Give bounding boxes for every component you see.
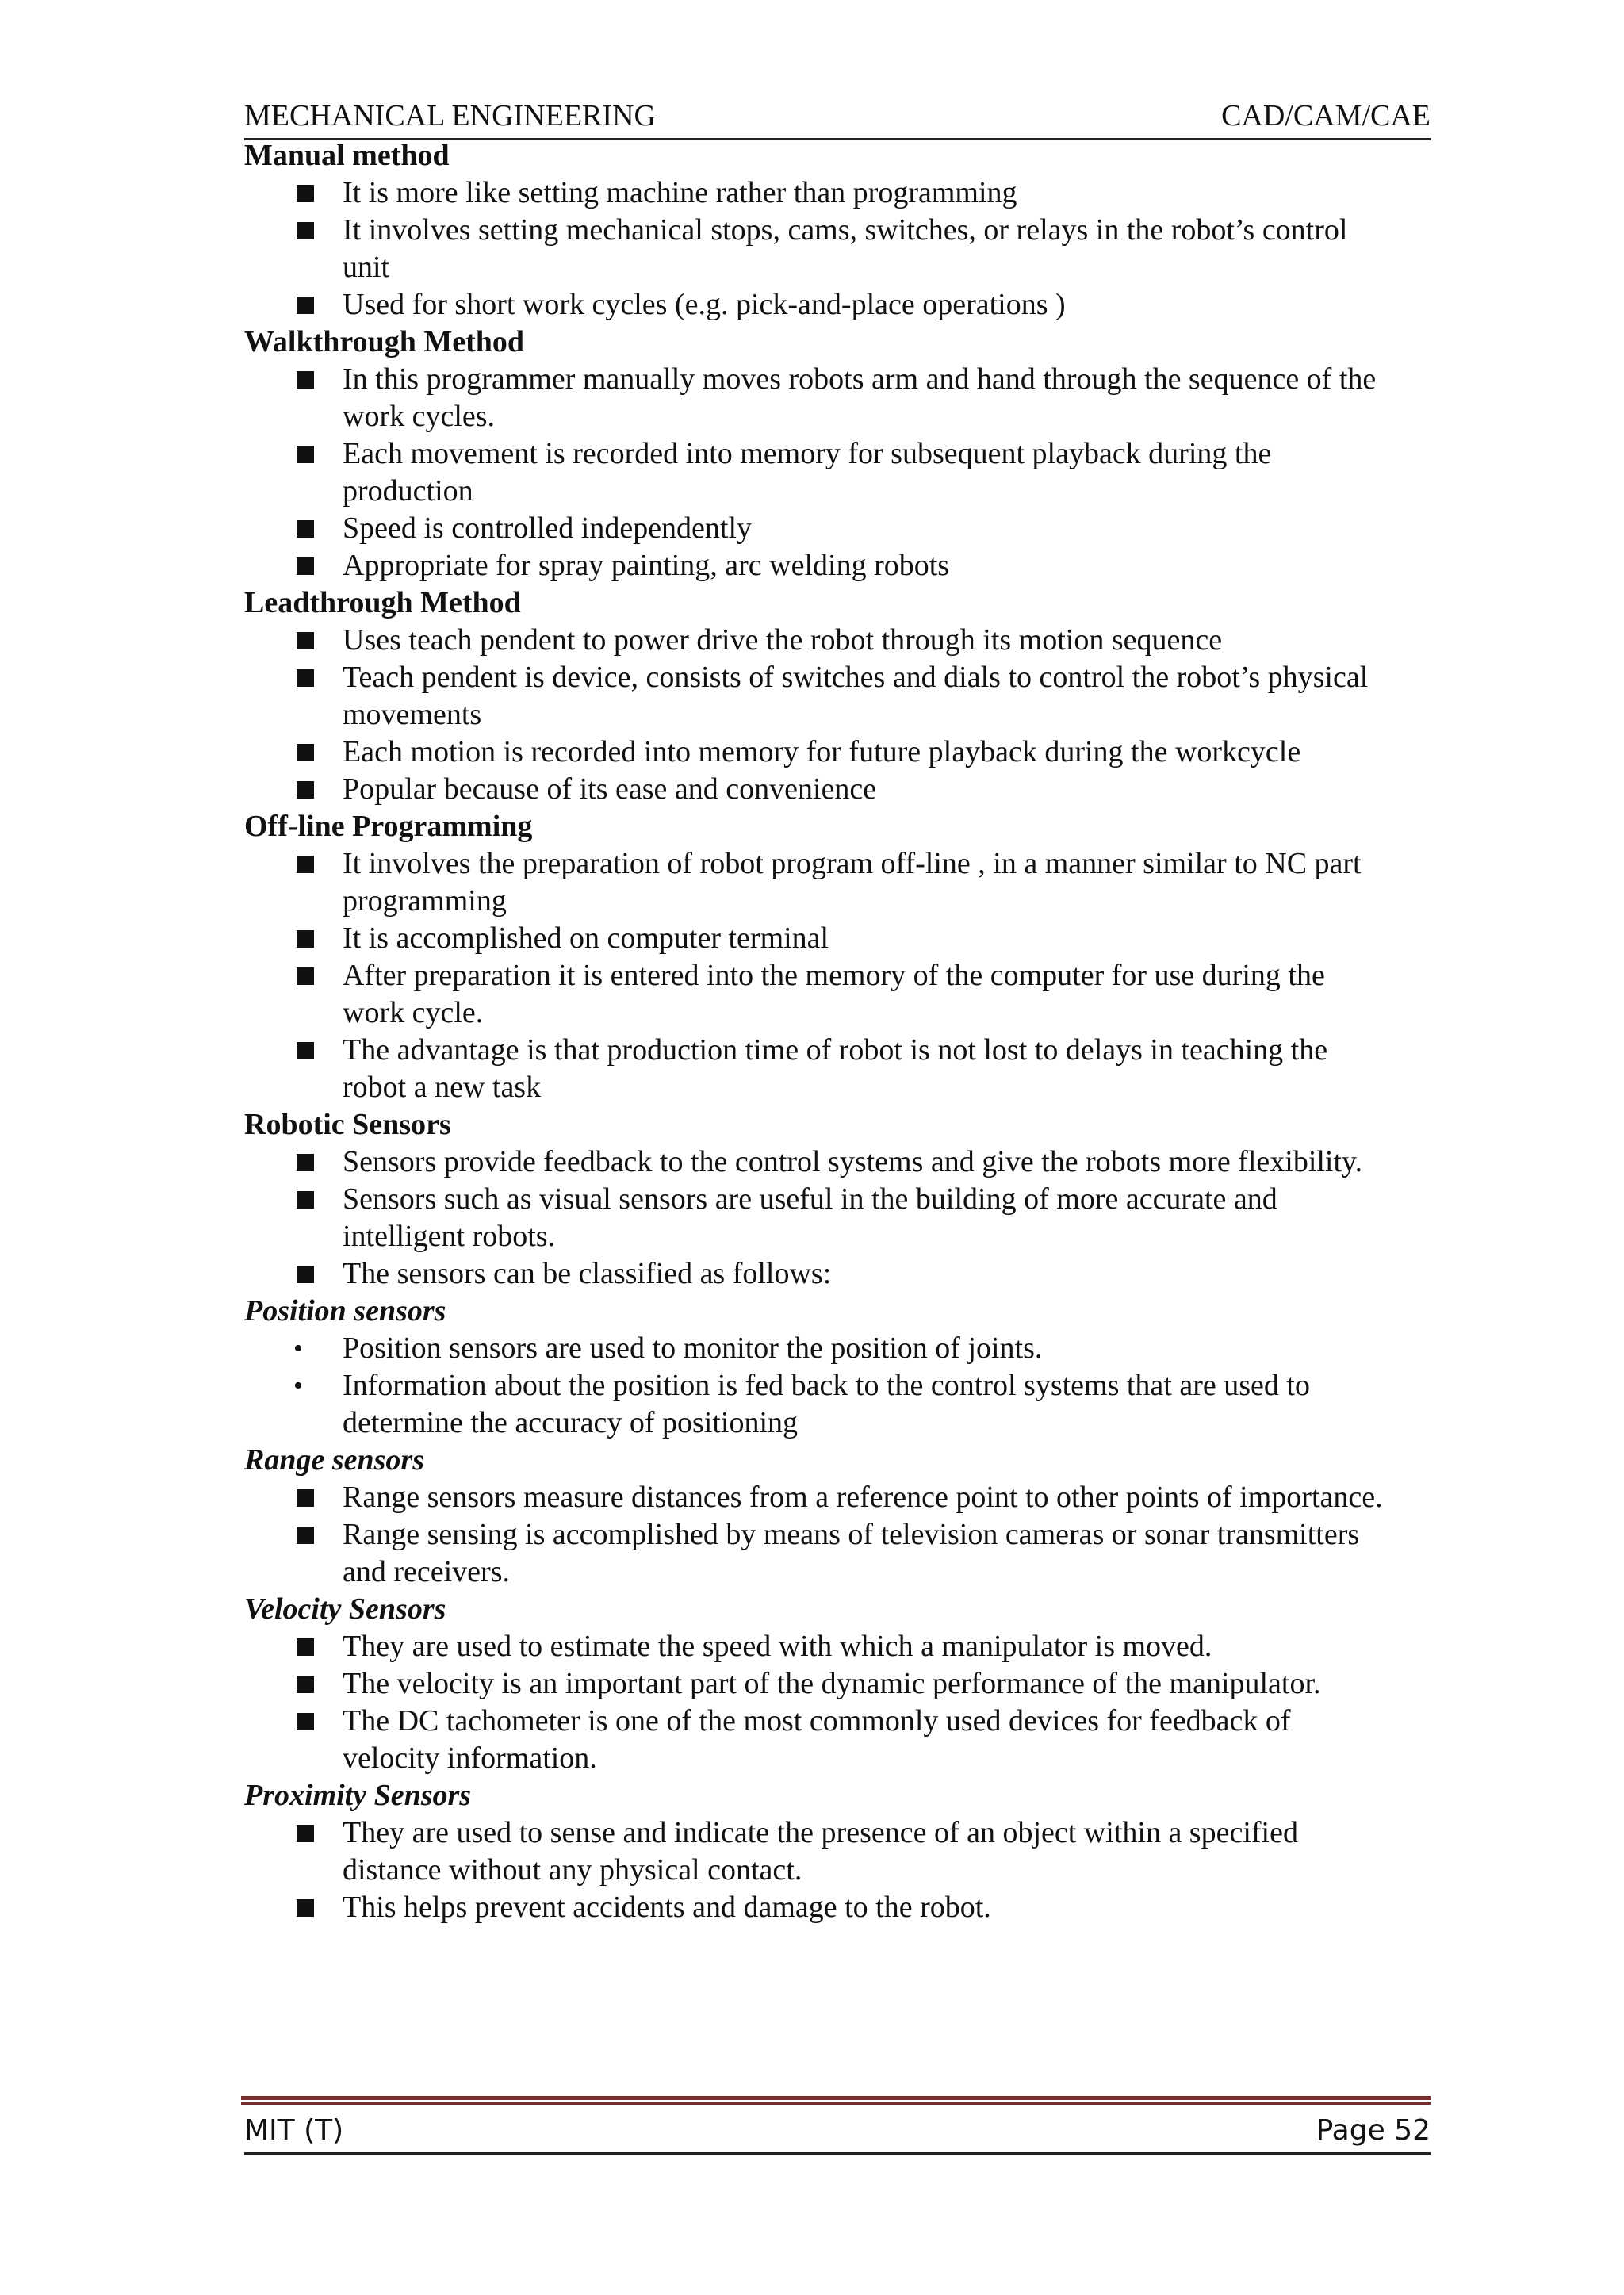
list-item: [244, 771, 1383, 808]
square-bullet-icon: [297, 1266, 314, 1283]
square-bullet-icon: [297, 1713, 314, 1730]
square-bullet-icon: [297, 1899, 314, 1917]
list-item: [244, 1516, 1383, 1591]
list-item: [244, 1330, 1383, 1367]
section-heading: Leadthrough Method: [244, 586, 521, 619]
footer-divider: [241, 2096, 1431, 2100]
square-bullet-icon: [297, 1191, 314, 1209]
list-item: [244, 622, 1383, 659]
square-bullet-icon: [297, 632, 314, 649]
list-item-text: The velocity is an important part of the dynamic performance of the manipulator.: [343, 1667, 1321, 1700]
square-bullet-icon: [297, 371, 314, 389]
list-item-text: Each movement is recorded into memory for subsequent playback during the production: [343, 437, 1272, 508]
list-item: [244, 1889, 1383, 1926]
list-item-text: It is more like setting machine rather than programming: [343, 176, 1017, 209]
section-heading: Proximity Sensors: [244, 1779, 472, 1812]
list-item-text: After preparation it is entered into the memory of the computer for use during the work cycle.: [343, 959, 1325, 1029]
list-item: [244, 1814, 1383, 1889]
list-item: [244, 547, 1383, 584]
list-item-text: The DC tachometer is one of the most commonly used devices for feedback of velocity information.: [343, 1704, 1291, 1775]
list-item-text: It is accomplished on computer terminal: [343, 921, 829, 955]
square-bullet-icon: [297, 446, 314, 463]
list-item: [244, 1144, 1383, 1181]
list-item-text: It involves the preparation of robot program off-line , in a manner similar to NC part programming: [343, 847, 1362, 918]
list-item: [244, 1032, 1383, 1106]
list-item-text: Appropriate for spray painting, arc welding robots: [343, 549, 950, 582]
square-bullet-icon: [297, 1638, 314, 1656]
list-item-text: Sensors such as visual sensors are useful in the building of more accurate and intelligent robots.: [343, 1182, 1277, 1253]
list-item: [244, 1255, 1383, 1293]
square-bullet-icon: [297, 781, 314, 799]
list-item-text: Sensors provide feedback to the control systems and give the robots more flexibility.: [343, 1145, 1363, 1178]
list-item: [244, 845, 1383, 920]
square-bullet-icon: [297, 967, 314, 985]
section-heading: Walkthrough Method: [244, 325, 524, 358]
square-bullet-icon: [297, 744, 314, 761]
round-bullet-icon: •: [293, 1371, 303, 1400]
list-item-text: Position sensors are used to monitor the position of joints.: [343, 1331, 1043, 1365]
section-heading: Range sensors: [244, 1443, 424, 1477]
list-item: [244, 1479, 1383, 1516]
square-bullet-icon: [297, 856, 314, 873]
page-number: Page 52: [1316, 2114, 1431, 2147]
list-item-text: In this programmer manually moves robots arm and hand through the sequence of the work cycles.: [343, 362, 1377, 433]
page-footer: [244, 2109, 1431, 2155]
list-item: [244, 957, 1383, 1032]
square-bullet-icon: [297, 1042, 314, 1059]
square-bullet-icon: [297, 1489, 314, 1507]
square-bullet-icon: [297, 520, 314, 538]
list-item-text: Popular because of its ease and convenience: [343, 772, 877, 806]
list-item: [244, 361, 1383, 435]
list-item-text: Range sensors measure distances from a reference point to other points of importance.: [343, 1481, 1383, 1514]
list-item-text: This helps prevent accidents and damage to the robot.: [343, 1891, 991, 1924]
square-bullet-icon: [297, 930, 314, 948]
page-content: [244, 137, 1383, 1926]
square-bullet-icon: [297, 222, 314, 239]
square-bullet-icon: [297, 297, 314, 314]
section-heading: Robotic Sensors: [244, 1108, 451, 1141]
list-item: [244, 286, 1383, 324]
list-item-text: They are used to sense and indicate the presence of an object within a specified distance without any physical contact.: [343, 1816, 1298, 1887]
section-heading: Manual method: [244, 139, 450, 172]
list-item: [244, 920, 1383, 957]
list-item-text: The advantage is that production time of robot is not lost to delays in teaching the robot a new task: [343, 1033, 1328, 1104]
square-bullet-icon: [297, 1825, 314, 1842]
section-heading: Off-line Programming: [244, 810, 533, 843]
list-item: [244, 510, 1383, 547]
round-bullet-icon: •: [293, 1334, 303, 1363]
footer-divider-thin: [241, 2102, 1431, 2105]
list-item-text: Teach pendent is device, consists of switches and dials to control the robot’s physical movements: [343, 661, 1369, 731]
list-item: [244, 659, 1383, 734]
list-item-text: Information about the position is fed back to the control systems that are used to determine the accuracy of positioning: [343, 1369, 1310, 1439]
square-bullet-icon: [297, 185, 314, 202]
list-item: [244, 734, 1383, 771]
list-item: [244, 1367, 1383, 1442]
list-item-text: They are used to estimate the speed with which a manipulator is moved.: [343, 1630, 1212, 1663]
page-header: [244, 94, 1431, 140]
list-item-text: Speed is controlled independently: [343, 511, 753, 545]
footer-institution: MIT (T): [244, 2114, 344, 2147]
section-heading: Velocity Sensors: [244, 1592, 446, 1626]
list-item-text: It involves setting mechanical stops, cams, switches, or relays in the robot’s control unit: [343, 213, 1348, 284]
list-item: [244, 1628, 1383, 1665]
list-item-text: The sensors can be classified as follows:: [343, 1257, 832, 1290]
square-bullet-icon: [297, 669, 314, 687]
list-item: [244, 174, 1383, 212]
square-bullet-icon: [297, 1676, 314, 1693]
header-subject: MECHANICAL ENGINEERING: [244, 99, 656, 132]
list-item-text: Range sensing is accomplished by means of television cameras or sonar transmitters and receivers.: [343, 1518, 1360, 1588]
square-bullet-icon: [297, 1154, 314, 1171]
list-item: [244, 1703, 1383, 1777]
list-item: [244, 1665, 1383, 1703]
list-item-text: Uses teach pendent to power drive the robot through its motion sequence: [343, 623, 1223, 657]
list-item: [244, 212, 1383, 286]
list-item-text: Each motion is recorded into memory for future playback during the workcycle: [343, 735, 1301, 768]
section-heading: Position sensors: [244, 1294, 446, 1328]
header-course: CAD/CAM/CAE: [1221, 99, 1431, 132]
square-bullet-icon: [297, 557, 314, 575]
square-bullet-icon: [297, 1527, 314, 1544]
list-item-text: Used for short work cycles (e.g. pick-and-place operations ): [343, 288, 1066, 321]
list-item: [244, 1181, 1383, 1255]
list-item: [244, 435, 1383, 510]
